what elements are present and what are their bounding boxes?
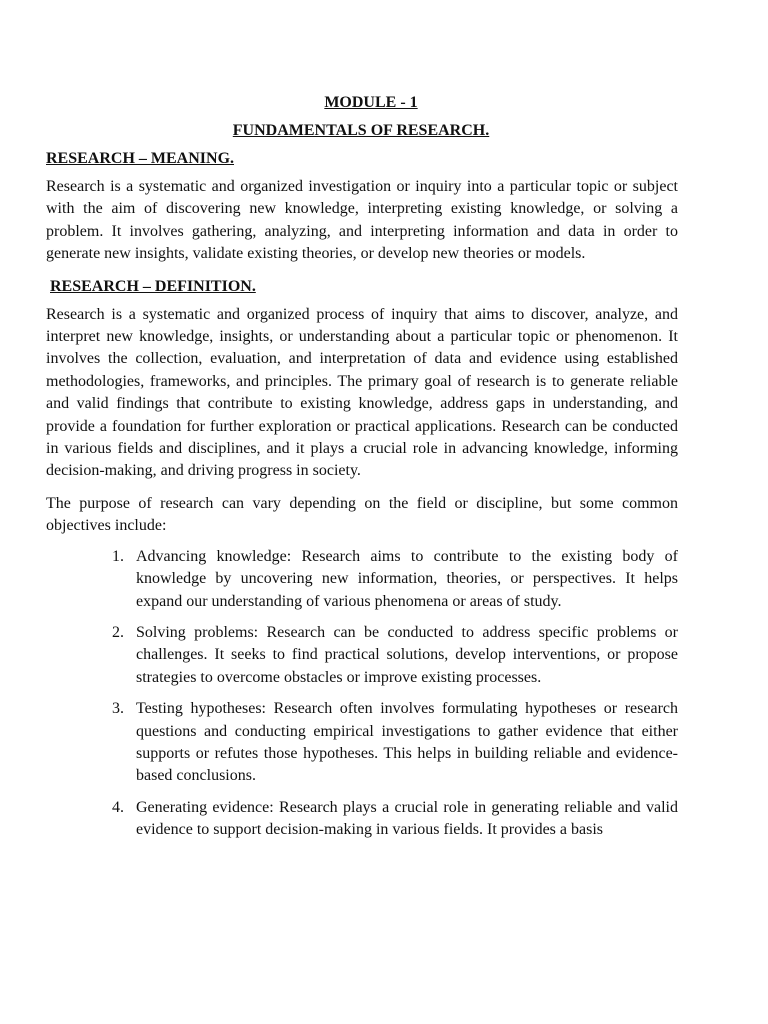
- list-item-number: 3.: [112, 700, 124, 718]
- list-item-text: Generating evidence: Research plays a crucial role in generating reliable and valid evidence to support decision-making in various fields. It provides a basis: [136, 798, 678, 839]
- meaning-heading: RESEARCH – MEANING.: [46, 150, 235, 167]
- list-item-number: 4.: [112, 798, 124, 816]
- module-heading: MODULE - 1: [324, 94, 418, 111]
- document-title: FUNDAMENTALS OF RESEARCH.: [232, 122, 490, 139]
- list-item-text: Testing hypotheses: Research often involves formulating hypotheses or research questions and conducting empirical investigations to gather evidence that either supports or refutes those hypotheses. This helps in building reliable and evidence-based conclusions.: [136, 700, 678, 785]
- list-item-text: Solving problems: Research can be conducted to address specific problems or challenges. It seeks to find practical solutions, develop interventions, or propose strategies to overcome obstacles or improve existing processes.: [136, 623, 678, 686]
- list-item-number: 1.: [112, 547, 124, 565]
- purpose-intro: The purpose of research can vary depending on the field or discipline, but some common objectives include:: [46, 494, 678, 535]
- definition-paragraph: Research is a systematic and organized process of inquiry that aims to discover, analyze, and interpret new knowledge, insights, or understanding about a particular topic or phenomenon. It involves the collection, evaluation, and interpretation of data and evidence using established methodologies, frameworks, and principles. The primary goal of research is to generate reliable and valid findings that contribute to existing knowledge, address gaps in understanding, and provide a foundation for further exploration or practical applications. Research can be conducted in various fields and disciplines, and it plays a crucial role in advancing knowledge, informing decision-making, and driving progress in society.: [46, 305, 678, 480]
- list-item-number: 2.: [112, 623, 124, 641]
- list-item: [46, 546, 678, 613]
- document-page: [46, 92, 678, 851]
- list-item: [46, 622, 678, 689]
- meaning-paragraph: Research is a systematic and organized investigation or inquiry into a particular topic or subject with the aim of discovering new knowledge, interpreting existing knowledge, or solving a problem. It involves gathering, analyzing, and interpreting information and data in order to generate new insights, validate existing theories, or develop new theories or models.: [46, 178, 678, 263]
- list-item: [46, 698, 678, 788]
- list-item-text: Advancing knowledge: Research aims to contribute to the existing body of knowledge by uncovering new information, theories, or perspectives. It helps expand our understanding of various phenomena or areas of study.: [136, 547, 678, 610]
- list-item: [46, 797, 678, 842]
- objectives-list: [46, 546, 678, 842]
- definition-heading: RESEARCH – DEFINITION.: [50, 277, 256, 295]
